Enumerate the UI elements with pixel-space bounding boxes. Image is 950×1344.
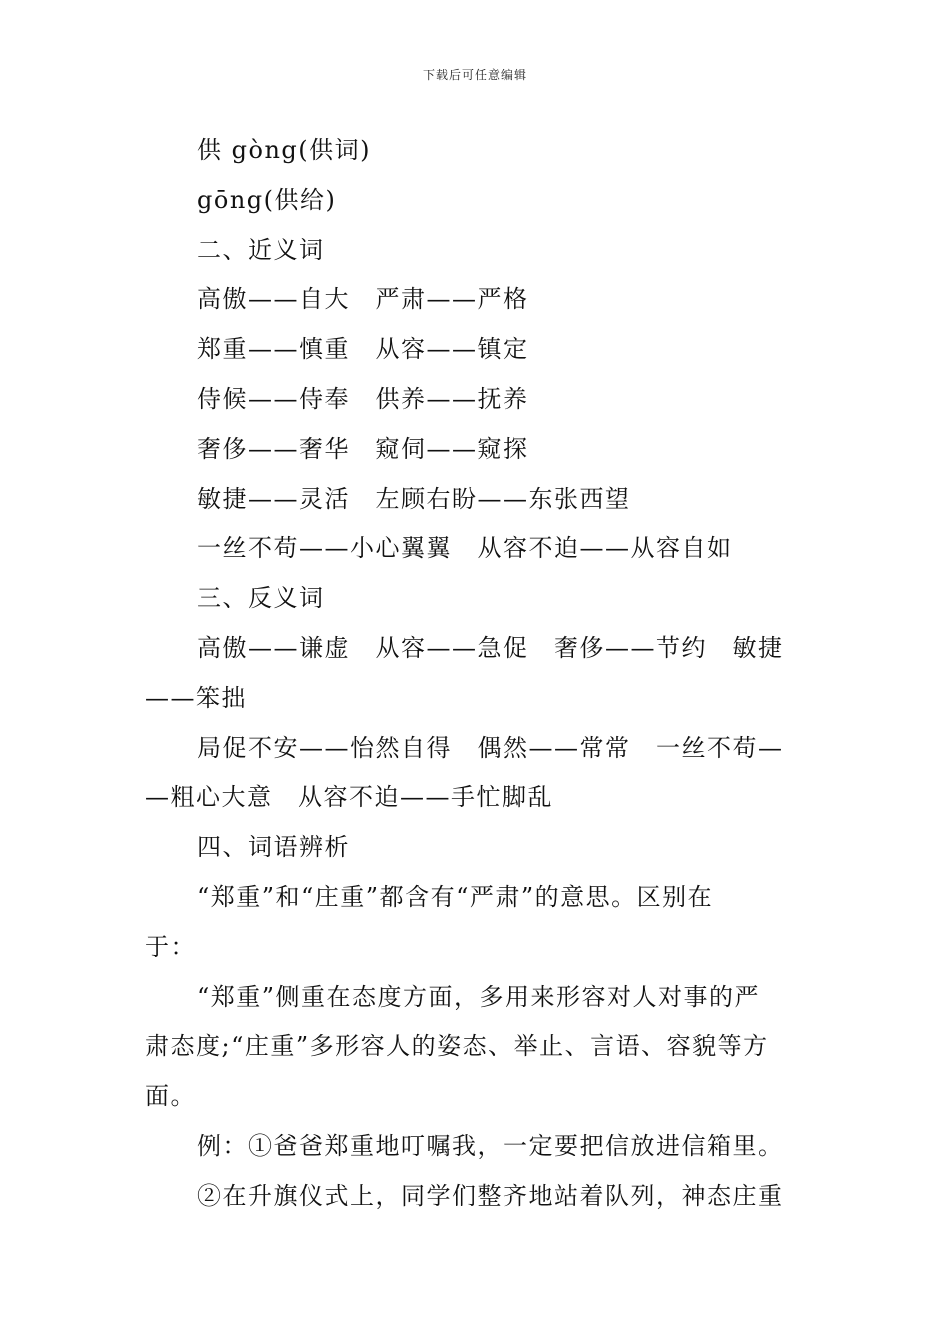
document-body xyxy=(145,126,810,1222)
text-line: 例：①爸爸郑重地叮嘱我，一定要把信放进信箱里。 xyxy=(197,1131,784,1160)
text-line: ②在升旗仪式上，同学们整齐地站着队列，神态庄重 xyxy=(197,1181,784,1210)
text-line: gōng(供给) xyxy=(197,185,337,214)
section-heading: 三、反义词 xyxy=(197,584,325,613)
text-line: 侍候——侍奉 供养——抚养 xyxy=(197,384,529,413)
text-line: 肃态度;“庄重”多形容人的姿态、举止、言语、容貌等方 xyxy=(145,1032,769,1061)
text-line: “郑重”侧重在态度方面，多用来形容对人对事的严 xyxy=(197,982,761,1011)
text-line: 局促不安——怡然自得 偶然——常常 一丝不苟— xyxy=(197,733,784,762)
text-line: 郑重——慎重 从容——镇定 xyxy=(197,335,529,364)
text-line: 高傲——谦虚 从容——急促 奢侈——节约 敏捷 xyxy=(197,633,784,662)
text-line: “郑重”和“庄重”都含有“严肃”的意思。区别在 xyxy=(197,882,714,911)
text-line: 一丝不苟——小心翼翼 从容不迫——从容自如 xyxy=(197,534,733,563)
text-line: —粗心大意 从容不迫——手忙脚乱 xyxy=(145,783,553,812)
text-line: ——笨拙 xyxy=(145,683,247,712)
section-heading: 四、词语辨析 xyxy=(197,833,350,862)
text-line: 奢侈——奢华 窥伺——窥探 xyxy=(197,434,529,463)
text-line: 高傲——自大 严肃——严格 xyxy=(197,285,529,314)
text-line: 供 gòng(供词) xyxy=(197,136,371,164)
section-heading: 二、近义词 xyxy=(197,235,325,264)
text-line: 敏捷——灵活 左顾右盼——东张西望 xyxy=(197,484,631,513)
text-line: 于： xyxy=(145,932,196,961)
text-line: 面。 xyxy=(145,1082,196,1111)
page-header: 下载后可任意编辑 xyxy=(422,68,527,82)
